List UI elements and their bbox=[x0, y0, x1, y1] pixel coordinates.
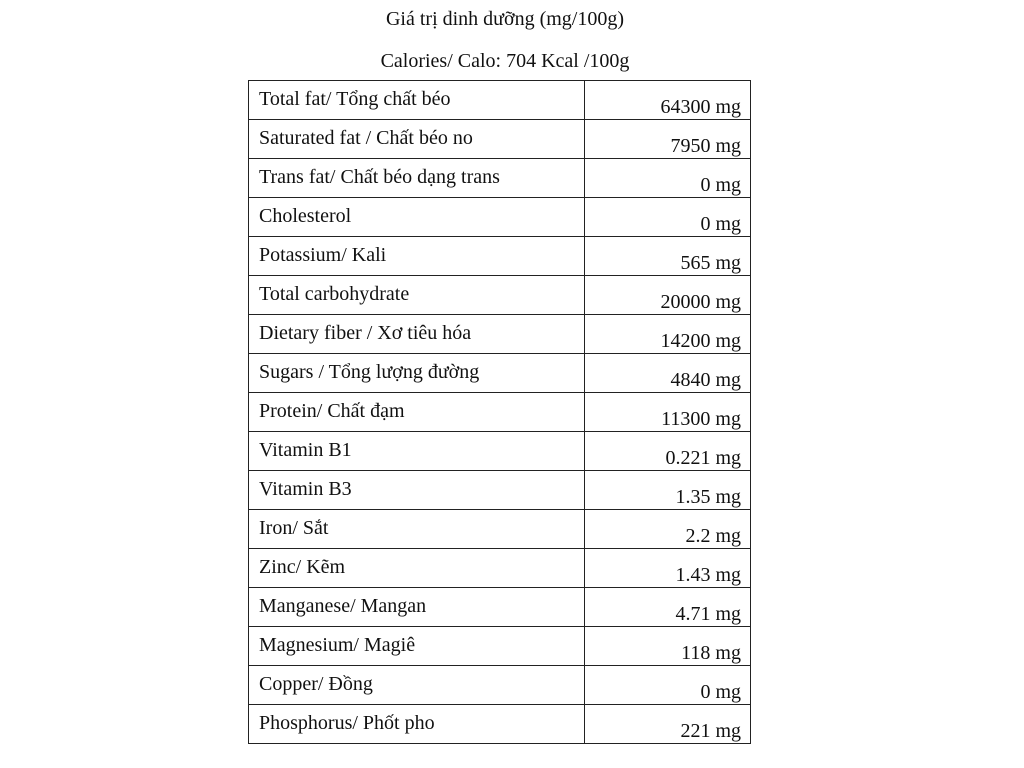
nutrient-value: 221 mg bbox=[585, 705, 751, 744]
nutrient-name: Iron/ Sắt bbox=[249, 510, 585, 549]
nutrient-value: 1.43 mg bbox=[585, 549, 751, 588]
table-row bbox=[249, 81, 751, 120]
table-row bbox=[249, 666, 751, 705]
table-row bbox=[249, 471, 751, 510]
nutrient-name: Potassium/ Kali bbox=[249, 237, 585, 276]
nutrient-name: Total fat/ Tổng chất béo bbox=[249, 81, 585, 120]
nutrient-value: 64300 mg bbox=[585, 81, 751, 120]
nutrient-value: 0 mg bbox=[585, 666, 751, 705]
nutrient-value: 118 mg bbox=[585, 627, 751, 666]
calories-line: Calories/ Calo: 704 Kcal /100g bbox=[380, 50, 630, 72]
nutrient-value: 0.221 mg bbox=[585, 432, 751, 471]
nutrient-name: Trans fat/ Chất béo dạng trans bbox=[249, 159, 585, 198]
table-row bbox=[249, 120, 751, 159]
document-title: Giá trị dinh dưỡng (mg/100g) bbox=[385, 8, 625, 30]
nutrient-name: Vitamin B1 bbox=[249, 432, 585, 471]
table-row bbox=[249, 705, 751, 744]
table-row bbox=[249, 588, 751, 627]
table-row bbox=[249, 198, 751, 237]
nutrient-name: Total carbohydrate bbox=[249, 276, 585, 315]
nutrient-name: Cholesterol bbox=[249, 198, 585, 237]
nutrient-name: Sugars / Tổng lượng đường bbox=[249, 354, 585, 393]
nutrient-value: 11300 mg bbox=[585, 393, 751, 432]
nutrient-value: 4.71 mg bbox=[585, 588, 751, 627]
nutrient-value: 7950 mg bbox=[585, 120, 751, 159]
nutrient-value: 4840 mg bbox=[585, 354, 751, 393]
nutrient-value: 565 mg bbox=[585, 237, 751, 276]
nutrient-name: Phosphorus/ Phốt pho bbox=[249, 705, 585, 744]
table-row bbox=[249, 432, 751, 471]
table-row bbox=[249, 159, 751, 198]
nutrient-value: 20000 mg bbox=[585, 276, 751, 315]
nutrient-value: 1.35 mg bbox=[585, 471, 751, 510]
nutrient-name: Copper/ Đồng bbox=[249, 666, 585, 705]
table-row bbox=[249, 627, 751, 666]
nutrient-name: Dietary fiber / Xơ tiêu hóa bbox=[249, 315, 585, 354]
nutrient-name: Protein/ Chất đạm bbox=[249, 393, 585, 432]
table-row bbox=[249, 276, 751, 315]
nutrient-value: 2.2 mg bbox=[585, 510, 751, 549]
table-row bbox=[249, 549, 751, 588]
table-row bbox=[249, 315, 751, 354]
nutrient-name: Vitamin B3 bbox=[249, 471, 585, 510]
nutrient-value: 14200 mg bbox=[585, 315, 751, 354]
table-row bbox=[249, 510, 751, 549]
table-row bbox=[249, 393, 751, 432]
nutrient-value: 0 mg bbox=[585, 198, 751, 237]
nutrient-name: Zinc/ Kẽm bbox=[249, 549, 585, 588]
table-row bbox=[249, 354, 751, 393]
nutrient-value: 0 mg bbox=[585, 159, 751, 198]
nutrient-name: Manganese/ Mangan bbox=[249, 588, 585, 627]
nutrient-name: Magnesium/ Magiê bbox=[249, 627, 585, 666]
nutrition-table bbox=[248, 80, 751, 744]
nutrient-name: Saturated fat / Chất béo no bbox=[249, 120, 585, 159]
table-row bbox=[249, 237, 751, 276]
